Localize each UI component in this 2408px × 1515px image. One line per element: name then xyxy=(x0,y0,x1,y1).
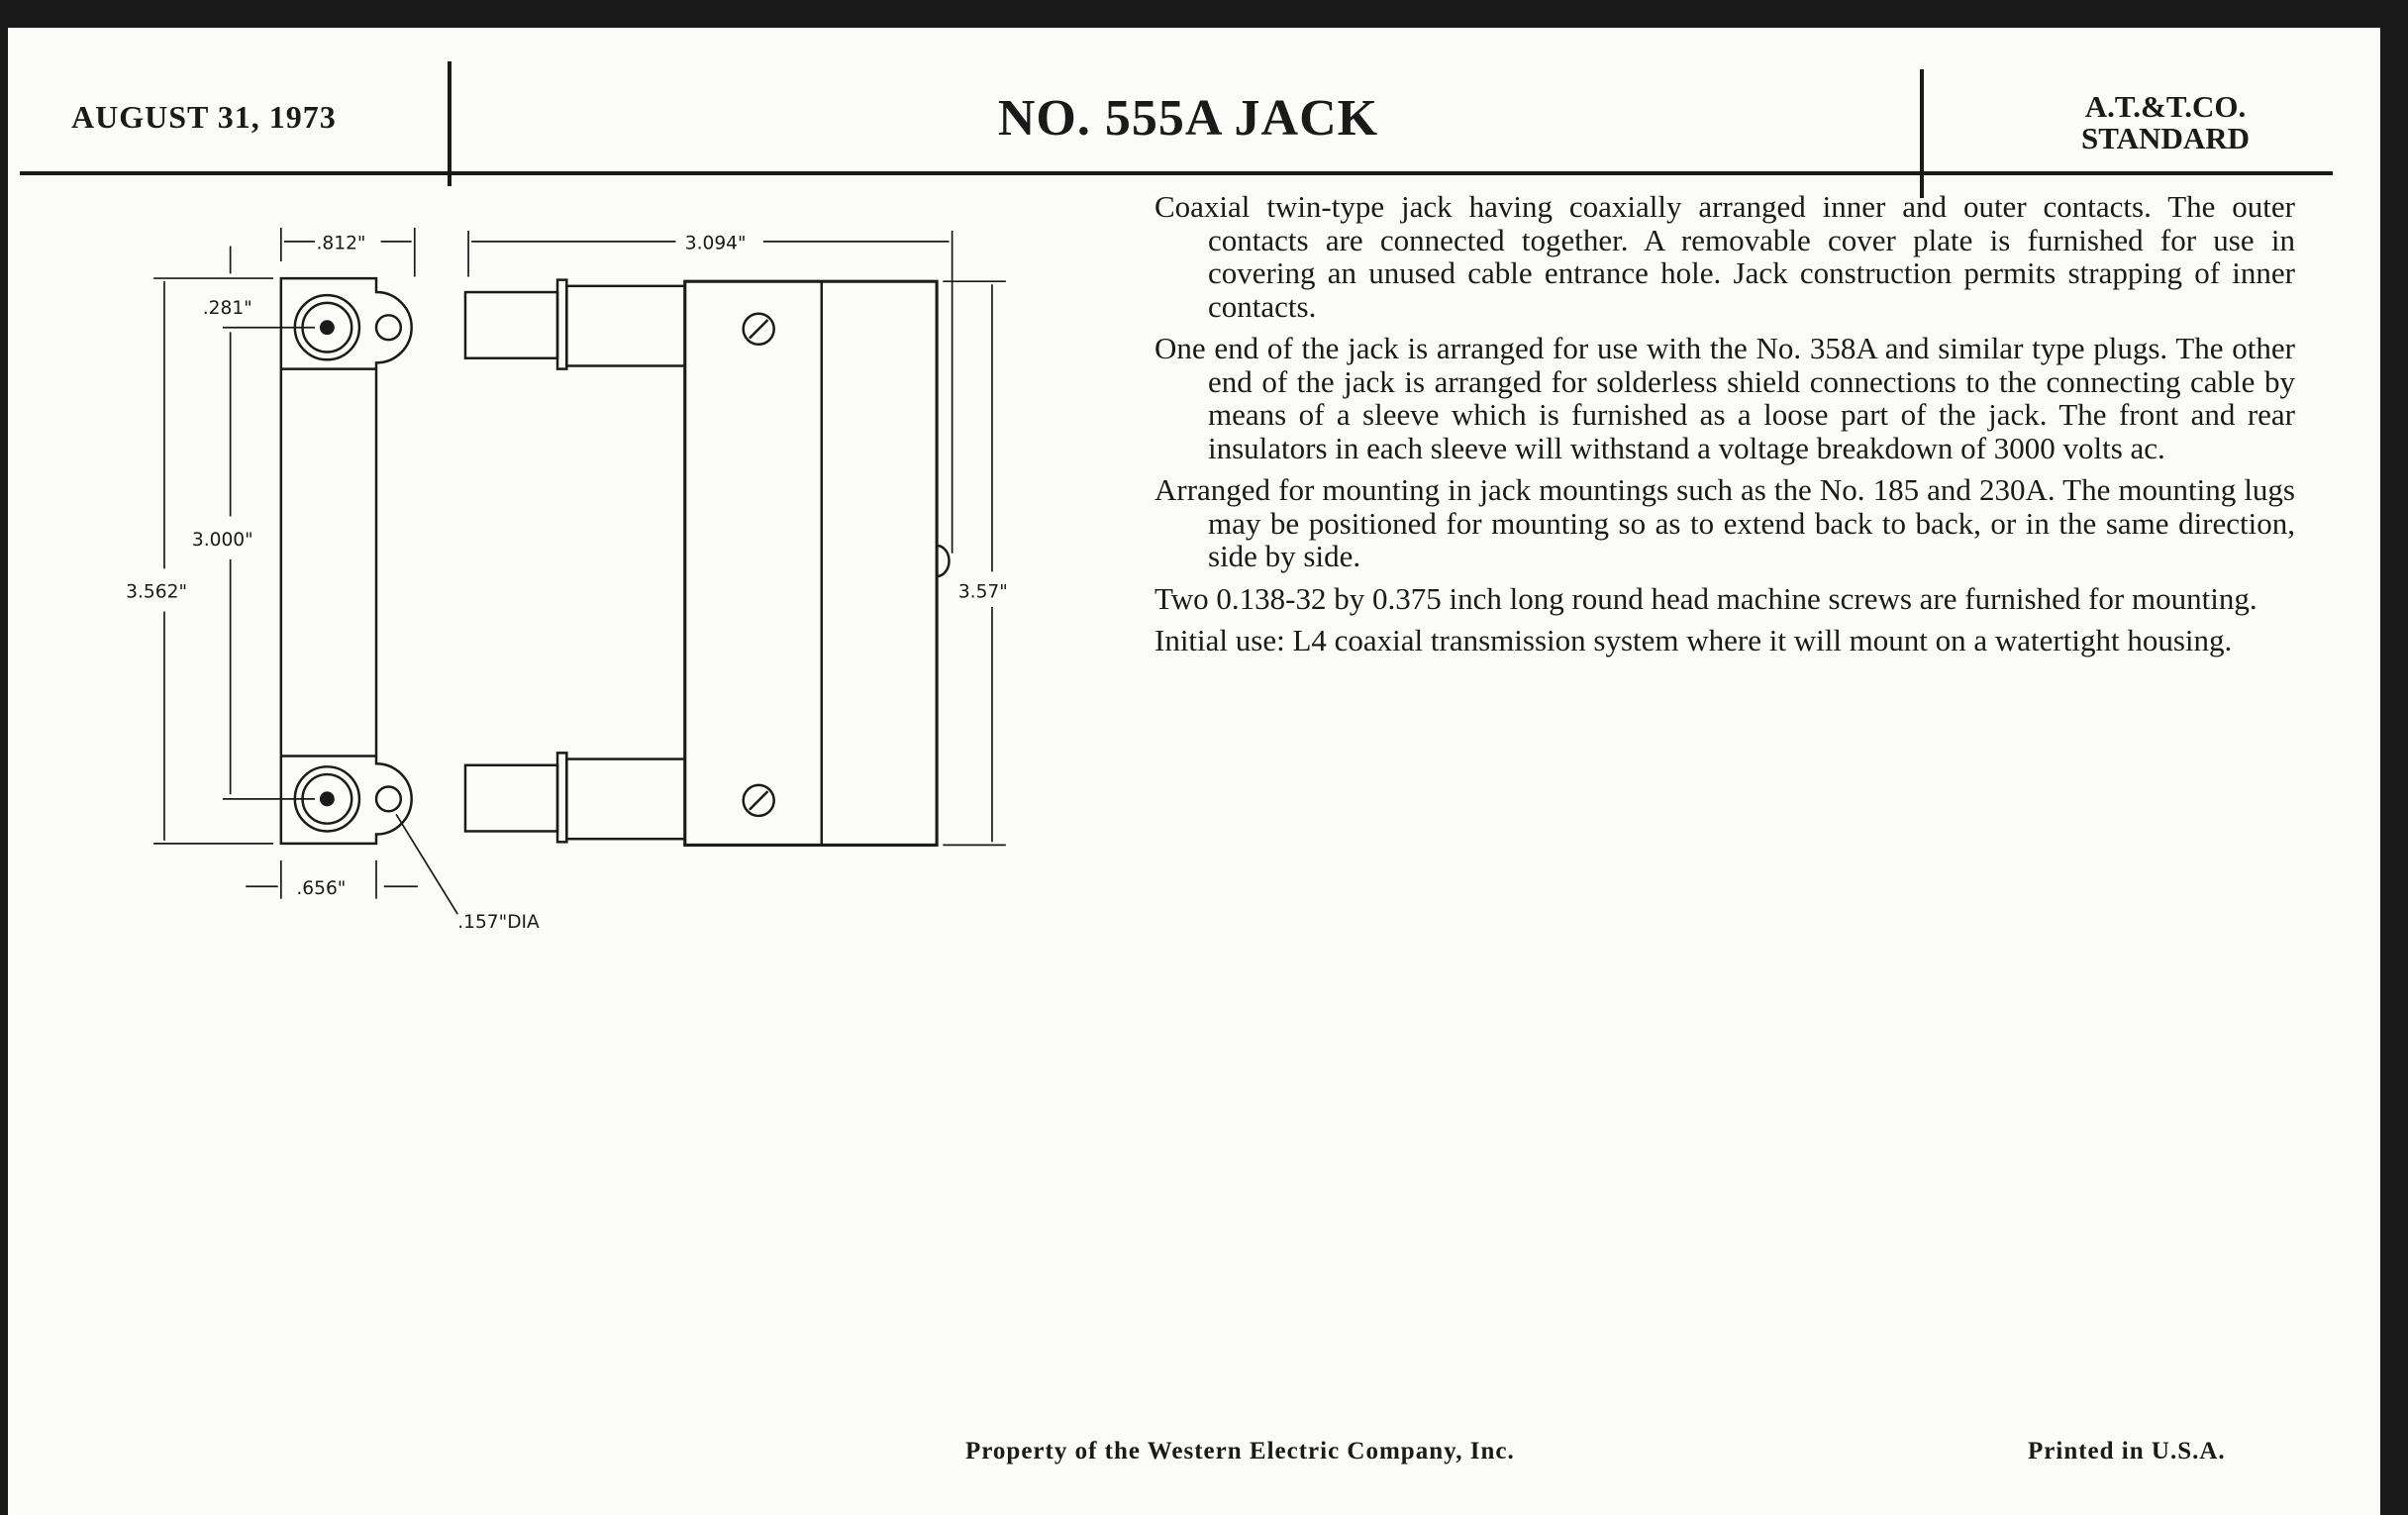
description-paragraph: Two 0.138-32 by 0.375 inch long round head machine screws are furnished for mounting. xyxy=(1154,580,2258,616)
dim-length: 3.094" xyxy=(684,233,747,254)
dim-plate-width: .656" xyxy=(296,878,347,900)
dim-centers: 3.000" xyxy=(191,529,253,551)
dim-width-top: .812" xyxy=(316,233,366,254)
footer-property: Property of the Western Electric Company, Inc. xyxy=(965,1438,1515,1464)
side-view xyxy=(465,280,950,846)
footer-printed: Printed in U.S.A. xyxy=(2028,1438,2226,1464)
mounting-hole-icon xyxy=(376,315,401,340)
front-view xyxy=(281,278,412,844)
dim-hole: .157"DIA xyxy=(457,912,540,934)
dim-body-height: 3.57" xyxy=(957,581,1008,603)
description xyxy=(1154,190,2295,666)
description-paragraph: One end of the jack is arranged for use with the No. 358A and similar type plugs. The other end of the jack is arranged for solderless shield connections to the connecting cable by means of a sleeve which is furnished as a loose part of the jack. The front and rear insulators in each sleeve will withstand a voltage breakdown of 3000 volts ac. xyxy=(1154,331,2295,465)
standard-line2: STANDARD xyxy=(2081,121,2250,155)
issue-date: AUGUST 31, 1973 xyxy=(71,99,337,135)
dim-offset: .281" xyxy=(202,297,252,319)
mounting-hole-icon xyxy=(376,786,401,811)
page-title: NO. 555A JACK xyxy=(997,90,1379,147)
description-paragraph: Initial use: L4 coaxial transmission system where it will mount on a watertight housing. xyxy=(1154,623,2233,657)
standard-line1: A.T.&T.CO. xyxy=(2084,89,2247,124)
description-paragraph: Arranged for mounting in jack mountings such as the No. 185 and 230A. The mounting lugs may be positioned for mounting so as to extend back to back, or in the same direction, side by side. xyxy=(1154,472,2295,573)
description-paragraph: Coaxial twin-type jack having coaxially arranged inner and outer contacts. The outer contacts are connected together. A removable cover plate is furnished for use in covering an unused cable entrance hole. Jack construction permits strapping of inner contacts. xyxy=(1154,189,2295,324)
dim-overall-height: 3.562" xyxy=(126,581,188,603)
